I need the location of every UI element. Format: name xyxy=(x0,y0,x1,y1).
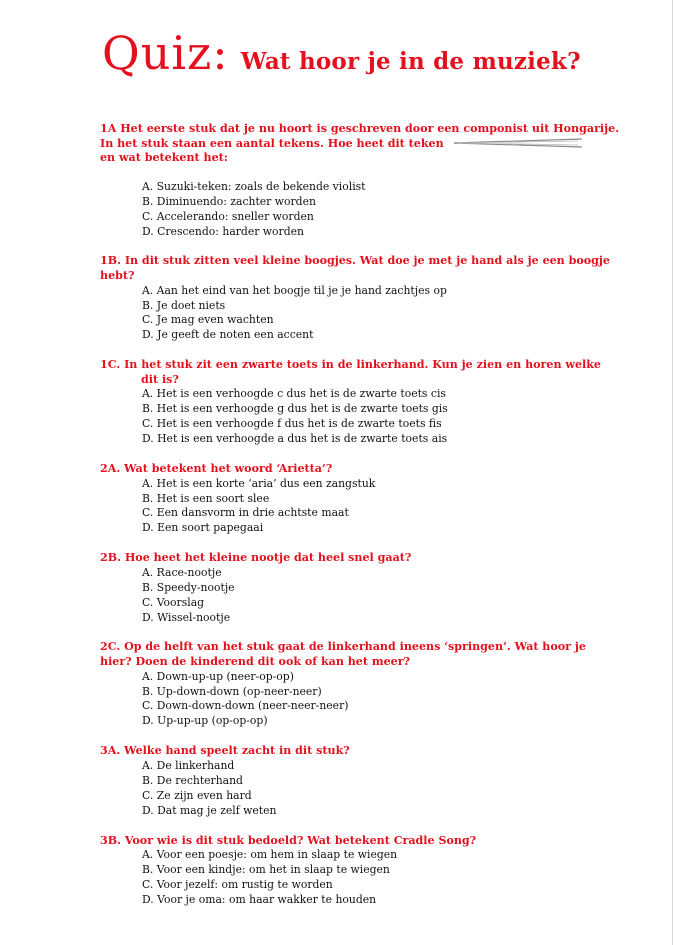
answer-option: A. Het is een korte ‘aria’ dus een zangstuk xyxy=(142,476,376,490)
answer-option: D. Voor je oma: om haar wakker te houden xyxy=(142,892,377,906)
answer-option: B. Voor een kindje: om het in slaap te wiegen xyxy=(142,863,390,876)
answer-option: C. Voor jezelf: om rustig te worden xyxy=(142,877,333,891)
question-line: dit is? xyxy=(141,372,179,386)
question-line: In het stuk staan een aantal tekens. Hoe heet dit teken xyxy=(100,136,444,150)
answer-list xyxy=(100,670,670,730)
answer-option: C. Down-down-down (neer-neer-neer) xyxy=(142,699,349,713)
question-line: 2A. Wat betekent het woord ‘Arietta’? xyxy=(100,462,333,476)
answer-option: A. Het is een verhoogde c dus het is de zwarte toets cis xyxy=(142,387,446,401)
answer-option: C. Een dansvorm in drie achtste maat xyxy=(142,506,349,520)
answer-option: B. Speedy-nootje xyxy=(142,580,235,594)
answer-option: D. Dat mag je zelf weten xyxy=(142,803,277,817)
answer-option: B. Het is een verhoogde g dus het is de zwarte toets gis xyxy=(142,402,448,416)
question-3b xyxy=(100,834,670,908)
question-line: hier? Doen de kinderend dit ook of kan het meer? xyxy=(100,655,411,669)
question-line: 3A. Welke hand speelt zacht in dit stuk? xyxy=(100,744,350,758)
question-line: 3B. Voor wie is dit stuk bedoeld? Wat betekent Cradle Song? xyxy=(100,833,477,847)
question-text xyxy=(100,640,670,669)
answer-option: D. Crescendo: harder worden xyxy=(142,224,304,238)
question-line: 1A Het eerste stuk dat je nu hoort is geschreven door een componist uit Hongarije. xyxy=(100,122,620,135)
question-line: 1B. In dit stuk zitten veel kleine boogjes. Wat doe je met je hand als je een boogje xyxy=(100,254,610,268)
question-1a xyxy=(100,122,670,239)
answer-option: D. Je geeft de noten een accent xyxy=(142,328,314,342)
question-line: 1C. In het stuk zit een zwarte toets in de linkerhand. Kun je zien en horen welke xyxy=(100,358,601,372)
answer-option: C. Ze zijn even hard xyxy=(142,788,252,802)
decrescendo-sign-icon xyxy=(454,138,582,148)
answer-option: C. Het is een verhoogde f dus het is de zwarte toets fis xyxy=(142,417,442,431)
answer-option: A. Voor een poesje: om hem in slaap te wiegen xyxy=(142,848,398,862)
answer-option: B. Up-down-down (op-neer-neer) xyxy=(142,684,322,698)
question-2b xyxy=(100,551,670,625)
answer-list xyxy=(100,566,670,626)
answer-option: B. De rechterhand xyxy=(142,773,243,787)
answer-option: A. Suzuki-teken: zoals de bekende violist xyxy=(142,179,366,193)
title-main: Quiz: xyxy=(102,26,229,80)
question-1b xyxy=(100,254,670,343)
answer-option: C. Voorslag xyxy=(142,595,205,609)
answer-option: B. Het is een soort slee xyxy=(142,491,270,505)
question-text xyxy=(100,551,670,566)
question-text xyxy=(100,834,670,849)
question-text xyxy=(100,358,670,387)
answer-option: D. Up-up-up (op-op-op) xyxy=(142,714,268,728)
question-text xyxy=(100,254,670,283)
question-line-with-sign xyxy=(100,137,670,152)
answer-option: D. Het is een verhoogde a dus het is de zwarte toets ais xyxy=(142,432,448,446)
question-text xyxy=(100,744,670,759)
answer-option: C. Je mag even wachten xyxy=(142,313,274,327)
title-subtitle: Wat hoor je in de muziek? xyxy=(240,48,581,75)
question-2a xyxy=(100,462,670,536)
question-3a xyxy=(100,744,670,818)
answer-option: A. De linkerhand xyxy=(142,758,235,772)
question-text xyxy=(100,462,670,477)
answer-list xyxy=(100,180,670,240)
answer-option: B. Je doet niets xyxy=(142,298,226,312)
question-2c xyxy=(100,640,670,729)
answer-option: A. Aan het eind van het boogje til je je hand zachtjes op xyxy=(142,283,447,297)
answer-list xyxy=(100,759,670,819)
page-title xyxy=(102,26,581,80)
answer-option: D. Een soort papegaai xyxy=(142,521,264,535)
answer-option: A. Down-up-up (neer-op-op) xyxy=(142,669,294,683)
question-line: hebt? xyxy=(100,269,135,282)
question-line: en wat betekent het: xyxy=(100,151,228,165)
answer-list xyxy=(100,848,670,908)
answer-list xyxy=(100,387,670,447)
answer-option: D. Wissel-nootje xyxy=(142,610,231,624)
question-line: 2B. Hoe heet het kleine nootje dat heel snel gaat? xyxy=(100,551,412,565)
answer-list xyxy=(100,477,670,537)
question-text xyxy=(100,122,670,166)
question-list xyxy=(100,122,670,923)
answer-option: C. Accelerando: sneller worden xyxy=(142,209,314,223)
question-line: 2C. Op de helft van het stuk gaat de linkerhand ineens ‘springen’. Wat hoor je xyxy=(100,640,586,654)
answer-option: A. Race-nootje xyxy=(142,565,222,579)
answer-list xyxy=(100,284,670,344)
question-1c xyxy=(100,358,670,447)
answer-option: B. Diminuendo: zachter worden xyxy=(142,194,316,208)
